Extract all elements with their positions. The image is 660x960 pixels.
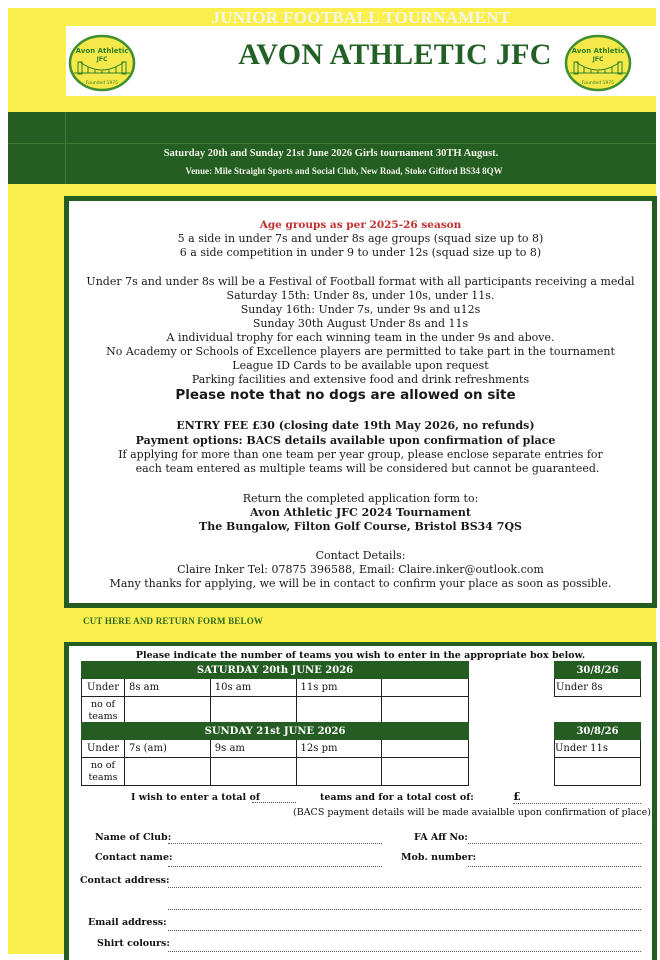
email-input[interactable]	[168, 930, 641, 931]
return-address: The Bungalow, Filton Golf Course, Bristol BS34 7QS	[199, 520, 522, 533]
girls-slot: Under 8s	[555, 679, 641, 697]
return-intro: Return the completed application form to:	[242, 492, 479, 505]
age-slot	[382, 679, 469, 697]
fa-aff-input[interactable]	[468, 843, 641, 844]
age-slot: 7s (am)	[124, 740, 210, 758]
divider	[8, 143, 656, 144]
team-count-input[interactable]	[210, 758, 296, 786]
mobile-label: Mob. number:	[401, 852, 477, 863]
sunday-table	[81, 722, 469, 786]
address-input-1[interactable]	[168, 887, 641, 888]
logo-top-text: Avon Athletic	[75, 47, 129, 55]
club-logo-right	[564, 34, 632, 92]
info-line: Parking facilities and extensive food and drink refreshments	[191, 373, 530, 386]
bacs-note: (BACS payment details will be made avaialble upon confirmation of place)	[293, 807, 651, 818]
entry-fee: ENTRY FEE £30 (closing date 19th May 2026, no refunds)	[176, 419, 535, 432]
contact-details: Claire Inker Tel: 07875 396588, Email: Claire.inker@outlook.com	[177, 563, 544, 576]
multi-team-note: each team entered as multiple teams will be considered but cannot be guaranteed.	[135, 462, 600, 475]
contact-heading: Contact Details:	[315, 549, 406, 562]
info-line: League ID Cards to be available upon request	[232, 359, 489, 372]
thanks-message: Many thanks for applying, we will be in contact to confirm your place as soon as possible.	[109, 577, 612, 590]
row-label: Under	[82, 740, 125, 758]
girls-table-2	[554, 722, 641, 786]
girls-header: 30/8/26	[555, 662, 641, 679]
total-cost-input[interactable]	[513, 803, 641, 804]
team-count-input[interactable]	[124, 758, 210, 786]
saturday-table	[81, 661, 469, 725]
currency-symbol: £	[513, 790, 521, 803]
team-count-input[interactable]	[124, 697, 210, 725]
info-line: No Academy or Schools of Excellence players are permitted to take part in the tournament	[106, 345, 615, 358]
team-count-input[interactable]	[382, 697, 469, 725]
logo-middle-text: JFC	[96, 56, 108, 63]
club-name-label: Name of Club:	[95, 832, 172, 843]
age-slot: 11s pm	[296, 679, 382, 697]
count-label: no of teams	[82, 697, 125, 725]
team-count-input[interactable]	[296, 758, 382, 786]
cut-here-label: CUT HERE AND RETURN FORM BELOW	[83, 616, 264, 626]
form-intro: Please indicate the number of teams you wish to enter in the appropriate box below.	[135, 650, 586, 661]
payment-options: Payment options: BACS details available upon confirmation of place	[135, 434, 556, 447]
info-line: Saturday 15th: Under 8s, under 10s, under 11s.	[226, 289, 495, 302]
age-slot: 10s am	[210, 679, 296, 697]
multi-team-note: If applying for more than one team per year group, please enclose separate entries for	[118, 448, 603, 461]
address-label: Contact address:	[80, 875, 170, 886]
info-line: Sunday 30th August Under 8s and 11s	[252, 317, 469, 330]
sunday-header: SUNDAY 21st JUNE 2026	[82, 723, 469, 740]
info-panel	[64, 196, 657, 608]
total-teams-input[interactable]	[252, 802, 296, 803]
age-slot: 9s am	[210, 740, 296, 758]
logo-bottom-text: Founded 1975	[85, 81, 119, 86]
shirt-colours-label: Shirt colours:	[97, 938, 170, 949]
tournament-title: JUNIOR FOOTBALL TOURNAMENT	[211, 8, 511, 27]
team-count-input[interactable]	[555, 758, 641, 786]
email-label: Email address:	[88, 917, 167, 928]
age-slot: 8s am	[124, 679, 210, 697]
row-label: Under	[82, 679, 125, 697]
mobile-input[interactable]	[468, 866, 641, 867]
total-mid: teams and for a total cost of:	[320, 792, 474, 803]
team-count-input[interactable]	[296, 697, 382, 725]
info-line: Sunday 16th: Under 7s, under 9s and u12s	[240, 303, 481, 316]
team-count-input[interactable]	[210, 697, 296, 725]
girls-header: 30/8/26	[555, 723, 641, 740]
info-line: A individual trophy for each winning team in the under 9s and above.	[166, 331, 555, 344]
tournament-venue: Venue: Mile Straight Sports and Social Club, New Road, Stoke Gifford BS34 8QW	[185, 166, 503, 176]
girls-slot: Under 11s	[555, 740, 641, 758]
club-title: AVON ATHLETIC JFC	[238, 38, 552, 71]
girls-table-1	[554, 661, 641, 697]
fa-aff-label: FA Aff No:	[414, 832, 468, 843]
count-label: no of teams	[82, 758, 125, 786]
total-prefix: I wish to enter a total of	[131, 792, 260, 803]
info-line: Under 7s and under 8s will be a Festival of Football format with all participants receiving a medal	[86, 275, 635, 288]
svg-text:Avon Athletic: Avon Athletic	[571, 47, 625, 55]
svg-text:Founded 1975: Founded 1975	[581, 81, 615, 86]
team-count-input[interactable]	[382, 758, 469, 786]
dogs-notice: Please note that no dogs are allowed on site	[175, 387, 516, 403]
contact-name-input[interactable]	[168, 866, 382, 867]
return-name: Avon Athletic JFC 2024 Tournament	[250, 506, 471, 519]
age-groups-heading: Age groups as per 2025-26 season	[259, 219, 462, 231]
info-line: 5 a side in under 7s and under 8s age groups (squad size up to 8)	[177, 232, 544, 245]
shirt-colours-input[interactable]	[168, 951, 641, 952]
contact-name-label: Contact name:	[95, 852, 173, 863]
saturday-header: SATURDAY 20th JUNE 2026	[82, 662, 469, 679]
age-slot: 12s pm	[296, 740, 382, 758]
age-slot	[382, 740, 469, 758]
svg-text:JFC: JFC	[592, 56, 604, 63]
tournament-dates: Saturday 20th and Sunday 21st June 2026 Girls tournament 30TH August.	[163, 148, 499, 159]
address-input-2[interactable]	[168, 909, 641, 910]
club-name-input[interactable]	[168, 843, 382, 844]
club-logo-left	[68, 34, 136, 92]
info-line: 6 a side competition in under 9 to under 12s (squad size up to 8)	[179, 246, 542, 259]
